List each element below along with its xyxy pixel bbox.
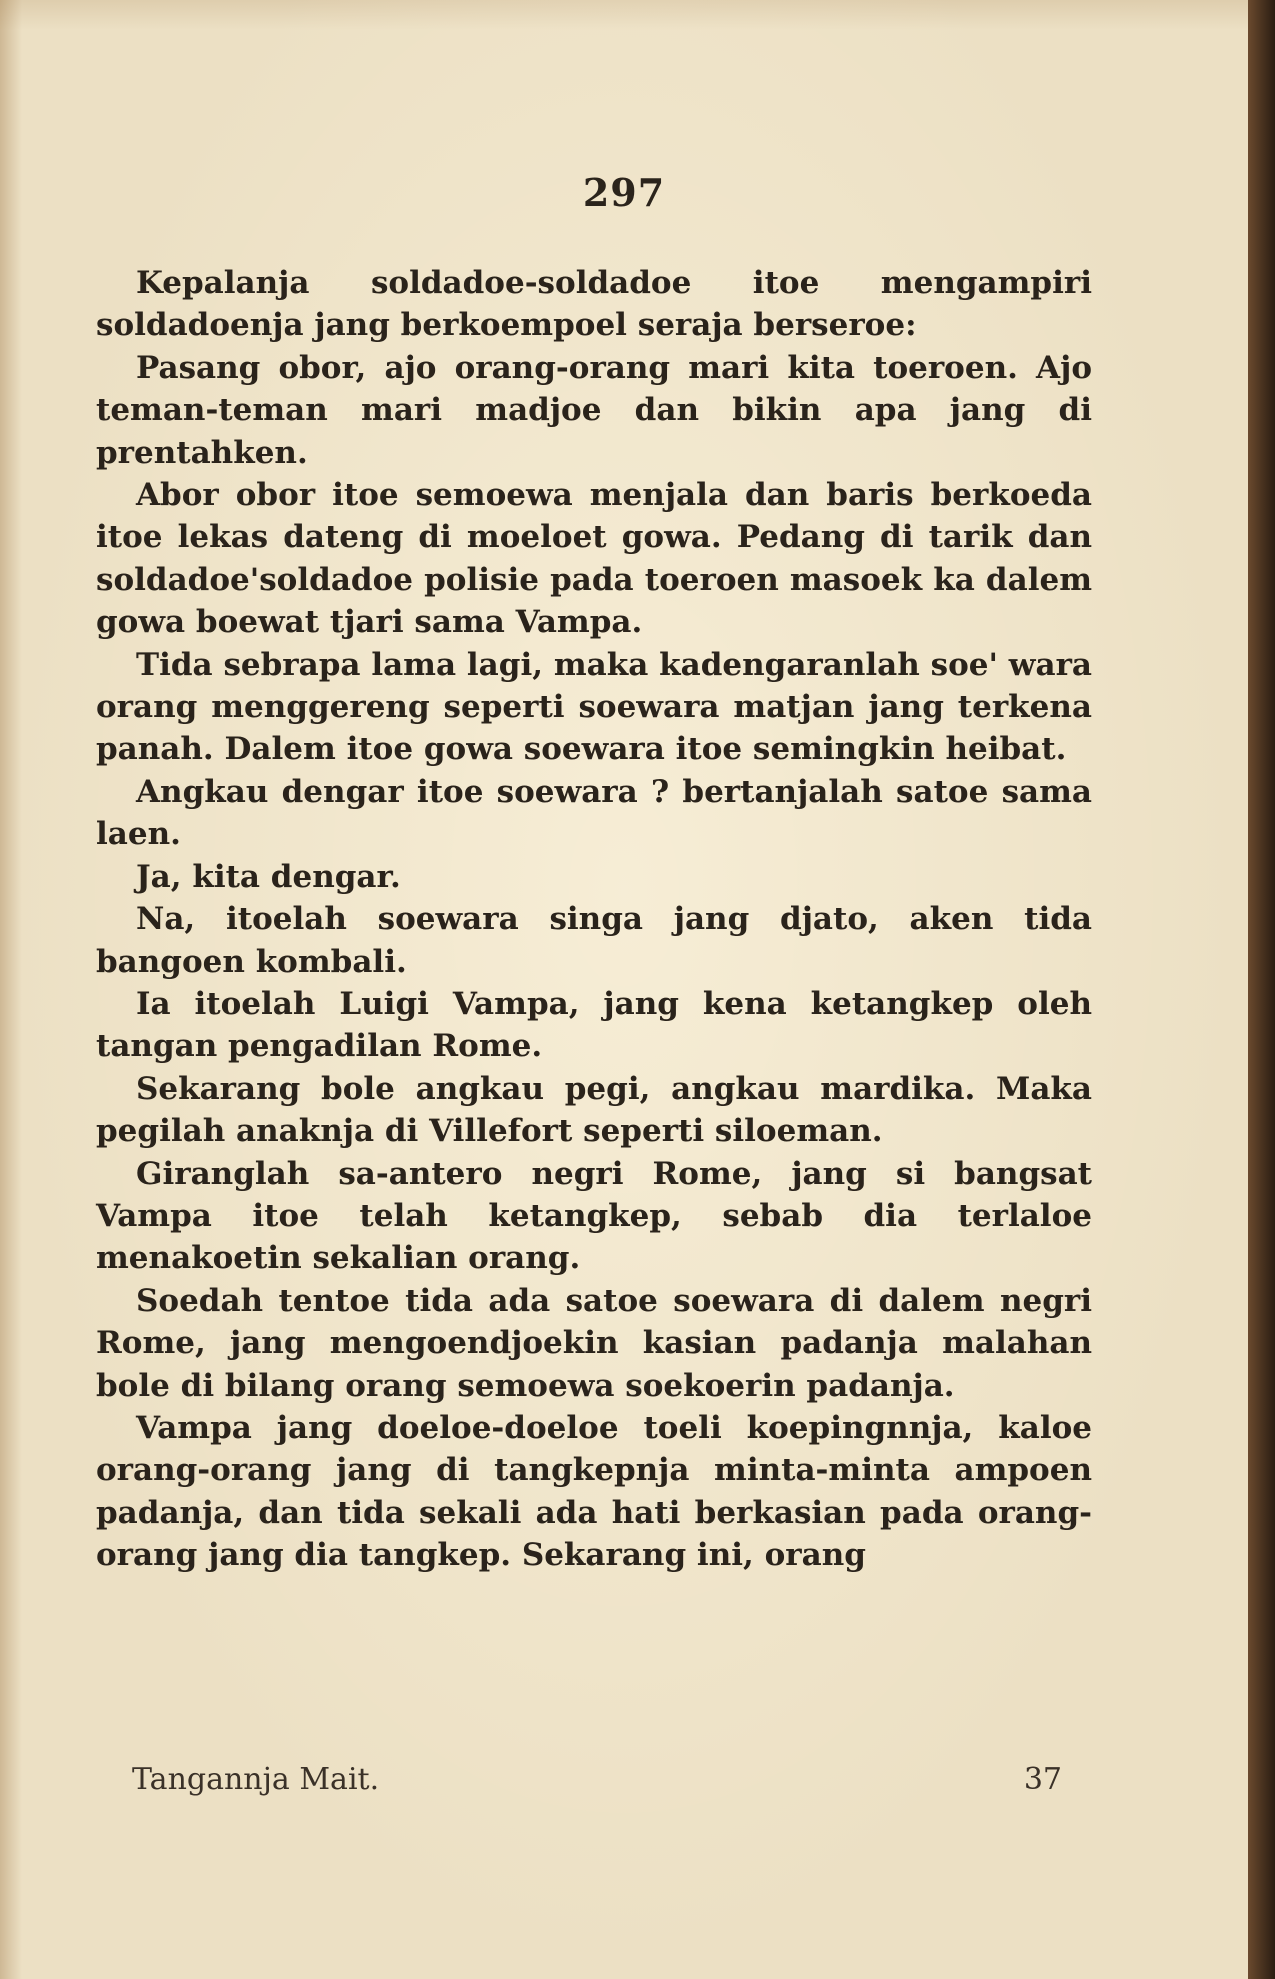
paragraph-7: Na, itoelah soewara singa jang djato, aken tida bangoen kombali. xyxy=(96,901,1092,980)
paragraph-5: Angkau dengar itoe soewara ? bertanjalah satoe sama laen. xyxy=(96,773,1092,853)
paragraph-8: Ia itoelah Luigi Vampa, jang kena ketangkep oleh tangan pengadilan Rome. xyxy=(96,985,1092,1065)
paragraph-10: Giranglah sa-antero negri Rome, jang si bangsat Vampa itoe telah ketangkep, sebab dia terlaloe menakoetin sekalian orang. xyxy=(96,1155,1092,1277)
page-number: 297 xyxy=(582,170,666,215)
body-text xyxy=(96,262,1092,1577)
paragraph-2: Pasang obor, ajo orang-orang mari kita toeroen. Ajo teman-teman mari madjoe dan bikin apa jang di prentahken. xyxy=(96,349,1092,471)
paragraph-9: Sekarang bole angkau pegi, angkau mardika. Maka pegilah anaknja di Villefort seperti siloeman. xyxy=(96,1070,1092,1150)
paragraph-1: Kepalanja soldadoe-soldadoe itoe mengampiri soldadoenja jang berkoempoel seraja berseroe: xyxy=(96,265,1092,344)
paragraph-4: Tida sebrapa lama lagi, maka kadengaranlah soe' wara orang menggereng seperti soewara matjan jang terkena panah. Dalem itoe gowa soewara itoe semingkin heibat. xyxy=(96,646,1092,768)
signature-mark: Tangannja Mait. xyxy=(132,1762,380,1797)
paragraph-6: Ja, kita dengar. xyxy=(136,858,401,895)
paragraph-12: Vampa jang doeloe-doeloe toeli koepingnnja, kaloe orang-orang jang di tangkepnja minta-minta ampoen padanja, dan tida sekali ada hati berkasian pada orang-orang jang dia tangkep. Sekarang ini, orang xyxy=(96,1409,1092,1574)
paragraph-3: Abor obor itoe semoewa menjala dan baris berkoeda itoe lekas dateng di moeloet gowa. Pedang di tarik dan soldadoe'soldadoe polisie pada toeroen masoek ka dalem gowa boewat tjari sama Vampa. xyxy=(96,477,1092,641)
page-edge-shadow xyxy=(1248,0,1275,1979)
paragraph-11: Soedah tentoe tida ada satoe soewara di dalem negri Rome, jang mengoendjoekin kasian padanja malahan bole di bilang orang semoewa soekoerin padanja. xyxy=(96,1282,1092,1404)
sheet-number: 37 xyxy=(1023,1762,1062,1797)
